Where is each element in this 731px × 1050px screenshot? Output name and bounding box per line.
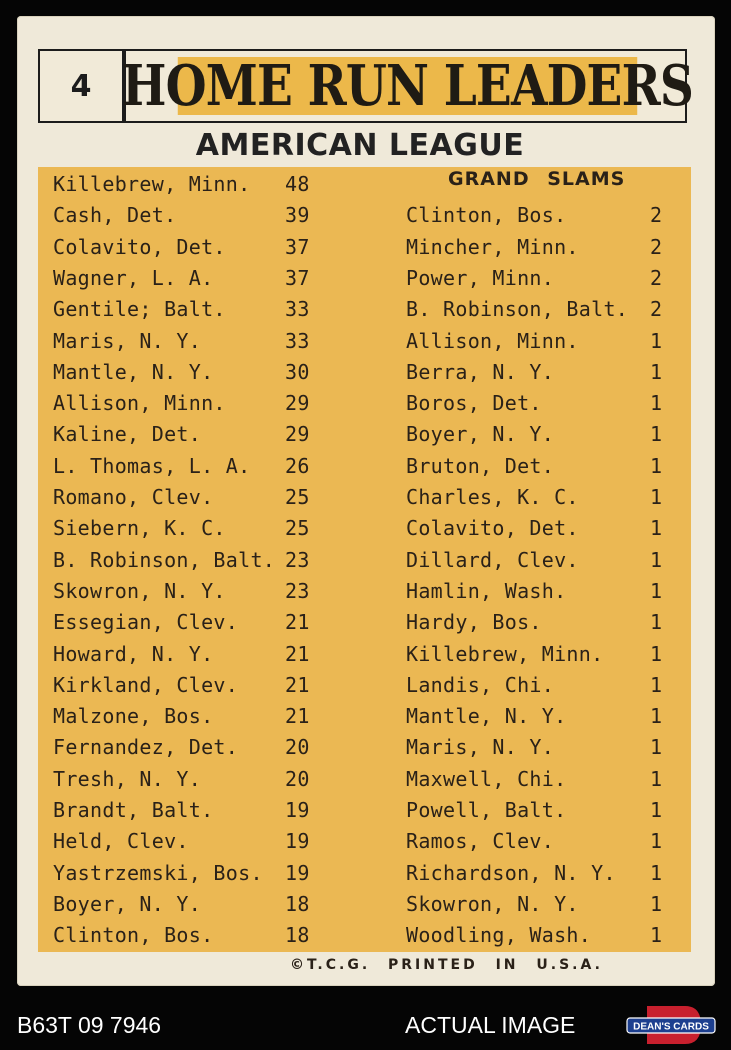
grand-slam-name: B. Robinson, Balt. (406, 297, 629, 321)
leader-home-runs: 39 (285, 203, 310, 227)
leader-home-runs: 20 (285, 735, 310, 759)
grand-slam-name: Boros, Det. (406, 391, 542, 415)
leader-home-runs: 18 (285, 892, 310, 916)
grand-slam-count: 1 (650, 360, 663, 384)
leader-name: L. Thomas, L. A. (53, 454, 251, 478)
leader-name: Howard, N. Y. (53, 642, 214, 666)
grand-slam-count: 2 (650, 235, 663, 259)
leader-home-runs: 33 (285, 329, 310, 353)
grand-slam-name: Colavito, Det. (406, 516, 579, 540)
grand-slam-count: 1 (650, 454, 663, 478)
card-id: B63T 09 7946 (17, 1012, 162, 1038)
leader-name: Brandt, Balt. (53, 798, 214, 822)
leader-name: Fernandez, Det. (53, 735, 239, 759)
grand-slam-count: 1 (650, 548, 663, 572)
grand-slam-name: Clinton, Bos. (406, 203, 567, 227)
leader-name: Killebrew, Minn. (53, 172, 251, 196)
grand-slam-count: 1 (650, 798, 663, 822)
grand-slam-name: Dillard, Clev. (406, 548, 579, 572)
grand-slam-count: 1 (650, 704, 663, 728)
logo-text: DEAN'S CARDS (633, 1021, 709, 1033)
grand-slam-count: 2 (650, 266, 663, 290)
leader-home-runs: 21 (285, 704, 310, 728)
actual-image-label: ACTUAL IMAGE (405, 1012, 576, 1038)
grand-slam-count: 2 (650, 203, 663, 227)
grand-slam-name: Allison, Minn. (406, 329, 579, 353)
leader-name: Mantle, N. Y. (53, 360, 214, 384)
leader-home-runs: 19 (285, 861, 310, 885)
leader-home-runs: 23 (285, 548, 310, 572)
grand-slam-name: Skowron, N. Y. (406, 892, 579, 916)
grand-slam-name: Berra, N. Y. (406, 360, 555, 384)
leader-home-runs: 48 (285, 172, 310, 196)
grand-slam-name: Bruton, Det. (406, 454, 555, 478)
card-number: 4 (38, 49, 124, 123)
grand-slam-count: 1 (650, 892, 663, 916)
leader-name: Held, Clev. (53, 829, 189, 853)
leader-home-runs: 29 (285, 391, 310, 415)
grand-slam-name: Power, Minn. (406, 266, 555, 290)
leader-home-runs: 19 (285, 829, 310, 853)
leader-home-runs: 21 (285, 642, 310, 666)
grand-slam-name: Woodling, Wash. (406, 923, 592, 947)
grand-slam-name: Mincher, Minn. (406, 235, 579, 259)
leader-name: Maris, N. Y. (53, 329, 202, 353)
grand-slam-name: Richardson, N. Y. (406, 861, 616, 885)
grand-slam-count: 1 (650, 767, 663, 791)
leader-home-runs: 25 (285, 516, 310, 540)
leader-name: Malzone, Bos. (53, 704, 214, 728)
leader-home-runs: 30 (285, 360, 310, 384)
grand-slam-count: 1 (650, 516, 663, 540)
leader-name: Tresh, N. Y. (53, 767, 202, 791)
leader-name: Yastrzemski, Bos. (53, 861, 263, 885)
leader-name: Clinton, Bos. (53, 923, 214, 947)
grand-slam-count: 1 (650, 610, 663, 634)
grand-slam-name: Hamlin, Wash. (406, 579, 567, 603)
leader-home-runs: 37 (285, 266, 310, 290)
grand-slam-count: 1 (650, 829, 663, 853)
grand-slams-header: GRAND SLAMS (448, 168, 626, 190)
leader-home-runs: 20 (285, 767, 310, 791)
leader-home-runs: 37 (285, 235, 310, 259)
leader-name: Kirkland, Clev. (53, 673, 239, 697)
leader-name: B. Robinson, Balt. (53, 548, 276, 572)
grand-slam-count: 1 (650, 422, 663, 446)
league-heading: AMERICAN LEAGUE (195, 128, 525, 163)
grand-slam-count: 1 (650, 861, 663, 885)
grand-slam-count: 1 (650, 485, 663, 509)
grand-slam-name: Killebrew, Minn. (406, 642, 604, 666)
leader-home-runs: 19 (285, 798, 310, 822)
grand-slam-name: Landis, Chi. (406, 673, 555, 697)
leader-name: Gentile; Balt. (53, 297, 226, 321)
leader-name: Colavito, Det. (53, 235, 226, 259)
grand-slam-count: 1 (650, 579, 663, 603)
leader-home-runs: 18 (285, 923, 310, 947)
leader-name: Boyer, N. Y. (53, 892, 202, 916)
leader-home-runs: 33 (285, 297, 310, 321)
leader-home-runs: 26 (285, 454, 310, 478)
card-title: HOME RUN LEADERS (122, 53, 693, 119)
leader-name: Cash, Det. (53, 203, 177, 227)
leader-name: Skowron, N. Y. (53, 579, 226, 603)
grand-slam-count: 1 (650, 642, 663, 666)
leader-name: Wagner, L. A. (53, 266, 214, 290)
grand-slam-name: Maxwell, Chi. (406, 767, 567, 791)
deans-cards-logo (625, 1004, 717, 1046)
title-box (122, 49, 693, 123)
leader-home-runs: 21 (285, 610, 310, 634)
leader-home-runs: 23 (285, 579, 310, 603)
leader-home-runs: 21 (285, 673, 310, 697)
grand-slam-count: 1 (650, 923, 663, 947)
grand-slam-name: Maris, N. Y. (406, 735, 555, 759)
grand-slam-name: Ramos, Clev. (406, 829, 555, 853)
leader-name: Allison, Minn. (53, 391, 226, 415)
leader-name: Essegian, Clev. (53, 610, 239, 634)
grand-slam-count: 1 (650, 735, 663, 759)
grand-slam-name: Mantle, N. Y. (406, 704, 567, 728)
grand-slam-name: Powell, Balt. (406, 798, 567, 822)
grand-slam-count: 2 (650, 297, 663, 321)
leader-name: Kaline, Det. (53, 422, 202, 446)
grand-slam-name: Hardy, Bos. (406, 610, 542, 634)
grand-slam-name: Boyer, N. Y. (406, 422, 555, 446)
leader-name: Romano, Clev. (53, 485, 214, 509)
leader-home-runs: 25 (285, 485, 310, 509)
leader-name: Siebern, K. C. (53, 516, 226, 540)
grand-slam-count: 1 (650, 329, 663, 353)
copyright-line: ©T.C.G. PRINTED IN U.S.A. (290, 957, 603, 973)
leader-home-runs: 29 (285, 422, 310, 446)
grand-slam-count: 1 (650, 673, 663, 697)
grand-slam-name: Charles, K. C. (406, 485, 579, 509)
grand-slam-count: 1 (650, 391, 663, 415)
